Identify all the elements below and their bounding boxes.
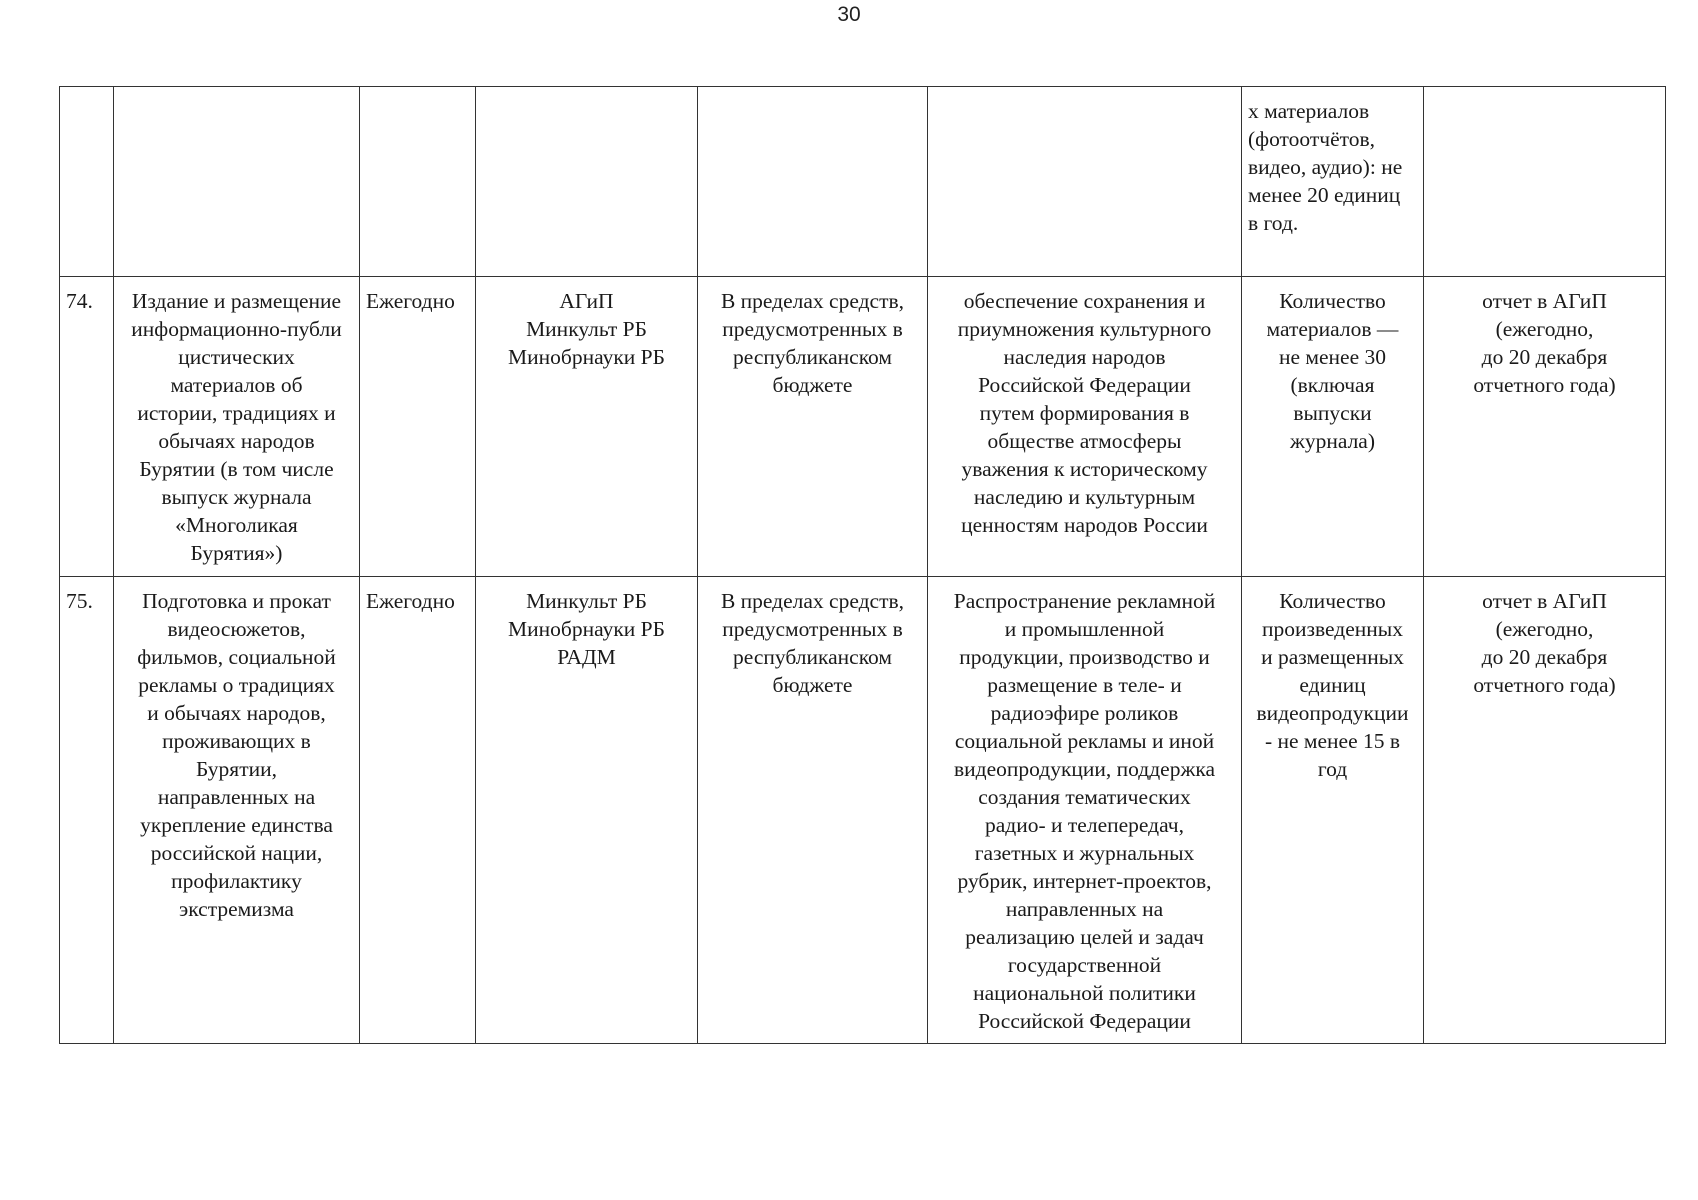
table-row <box>60 277 1666 577</box>
cell-period: Ежегодно <box>360 577 476 1044</box>
cell-executors: АГиП Минкульт РБ Минобрнауки РБ <box>476 277 698 577</box>
cell-executors <box>476 87 698 277</box>
plan-table <box>59 86 1666 1044</box>
cell-goal: обеспечение сохранения и приумножения культурного наследия народов Российской Федерации путем формирования в обществе атмосферы уважения к историческому наследию и культурным ценностям народов России <box>928 277 1242 577</box>
table-row-continued <box>60 87 1666 277</box>
cell-goal <box>928 87 1242 277</box>
cell-executors: Минкульт РБ Минобрнауки РБ РАДМ <box>476 577 698 1044</box>
table-row <box>60 577 1666 1044</box>
cell-num <box>60 87 114 277</box>
cell-indicator: х материалов (фотоотчётов, видео, аудио): не менее 20 единиц в год. <box>1242 87 1424 277</box>
cell-event <box>114 87 360 277</box>
cell-period: Ежегодно <box>360 277 476 577</box>
cell-num: 74. <box>60 277 114 577</box>
cell-indicator: Количество материалов — не менее 30 (включая выпуски журнала) <box>1242 277 1424 577</box>
cell-report <box>1424 87 1666 277</box>
cell-report: отчет в АГиП (ежегодно, до 20 декабря отчетного года) <box>1424 577 1666 1044</box>
cell-event: Подготовка и прокат видеосюжетов, фильмов, социальной рекламы о традициях и обычаях народов, проживающих в Бурятии, направленных на укрепление единства российской нации, профилактику экстремизма <box>114 577 360 1044</box>
cell-period <box>360 87 476 277</box>
cell-num: 75. <box>60 577 114 1044</box>
cell-funding: В пределах средств, предусмотренных в республиканском бюджете <box>698 277 928 577</box>
cell-indicator: Количество произведенных и размещенных единиц видеопродукции - не менее 15 в год <box>1242 577 1424 1044</box>
cell-goal: Распространение рекламной и промышленной продукции, производство и размещение в теле- и радиоэфире роликов социальной рекламы и иной видеопродукции, поддержка создания тематических радио- и телепередач, газетных и журнальных рубрик, интернет-проектов, направленных на реализацию целей и задач государственной национальной политики Российской Федерации <box>928 577 1242 1044</box>
cell-report: отчет в АГиП (ежегодно, до 20 декабря отчетного года) <box>1424 277 1666 577</box>
page-number: 30 <box>837 3 861 26</box>
cell-funding <box>698 87 928 277</box>
cell-event: Издание и размещение информационно-публи цистических материалов об истории, традициях и обычаях народов Бурятии (в том числе выпуск журнала «Многоликая Бурятия») <box>114 277 360 577</box>
cell-funding: В пределах средств, предусмотренных в республиканском бюджете <box>698 577 928 1044</box>
